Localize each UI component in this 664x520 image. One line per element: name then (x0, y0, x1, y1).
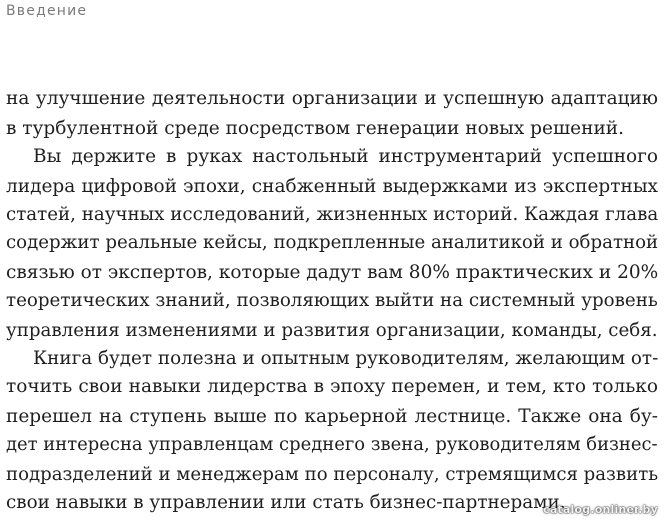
running-head: Введение (6, 3, 88, 19)
text-line: свои навыки в управлении или стать бизнес-партнерами. (6, 492, 566, 513)
text-line: подразделений и менеджерам по персоналу, стремящимся развить (6, 464, 659, 485)
text-line: точить свои навыки лидерства в эпоху перемен, и тем, кто только (6, 376, 658, 397)
text-line: управления изменениями и развития организации, команды, себя. (6, 320, 658, 341)
text-line: дет интересна управленцам среднего звена, руководителям бизнес- (6, 434, 658, 455)
text-line: теоретических знаний, позволяющих выйти на системный уровень (6, 290, 658, 311)
text-line: Вы держите в руках настольный инструментарий успешного (33, 146, 658, 167)
text-line: в турбулентной среде посредством генерации новых решений. (6, 118, 624, 139)
watermark: catalog.onliner.by (543, 503, 658, 516)
text-line: связью от экспертов, которые дадут вам 80% практических и 20% (6, 262, 659, 283)
text-line: Книга будет полезна и опытным руководителям, желающим от- (33, 348, 659, 369)
text-line: статей, научных исследований, жизненных историй. Каждая глава (6, 204, 659, 225)
text-line: лидера цифровой эпохи, снабженный выдержками из экспертных (6, 176, 658, 197)
text-line: на улучшение деятельности организации и успешную адаптацию (6, 88, 658, 109)
text-line: перешел на ступень выше по карьерной лестнице. Также она бу- (6, 406, 658, 427)
text-line: содержит реальные кейсы, подкрепленные аналитикой и обратной (6, 232, 659, 253)
